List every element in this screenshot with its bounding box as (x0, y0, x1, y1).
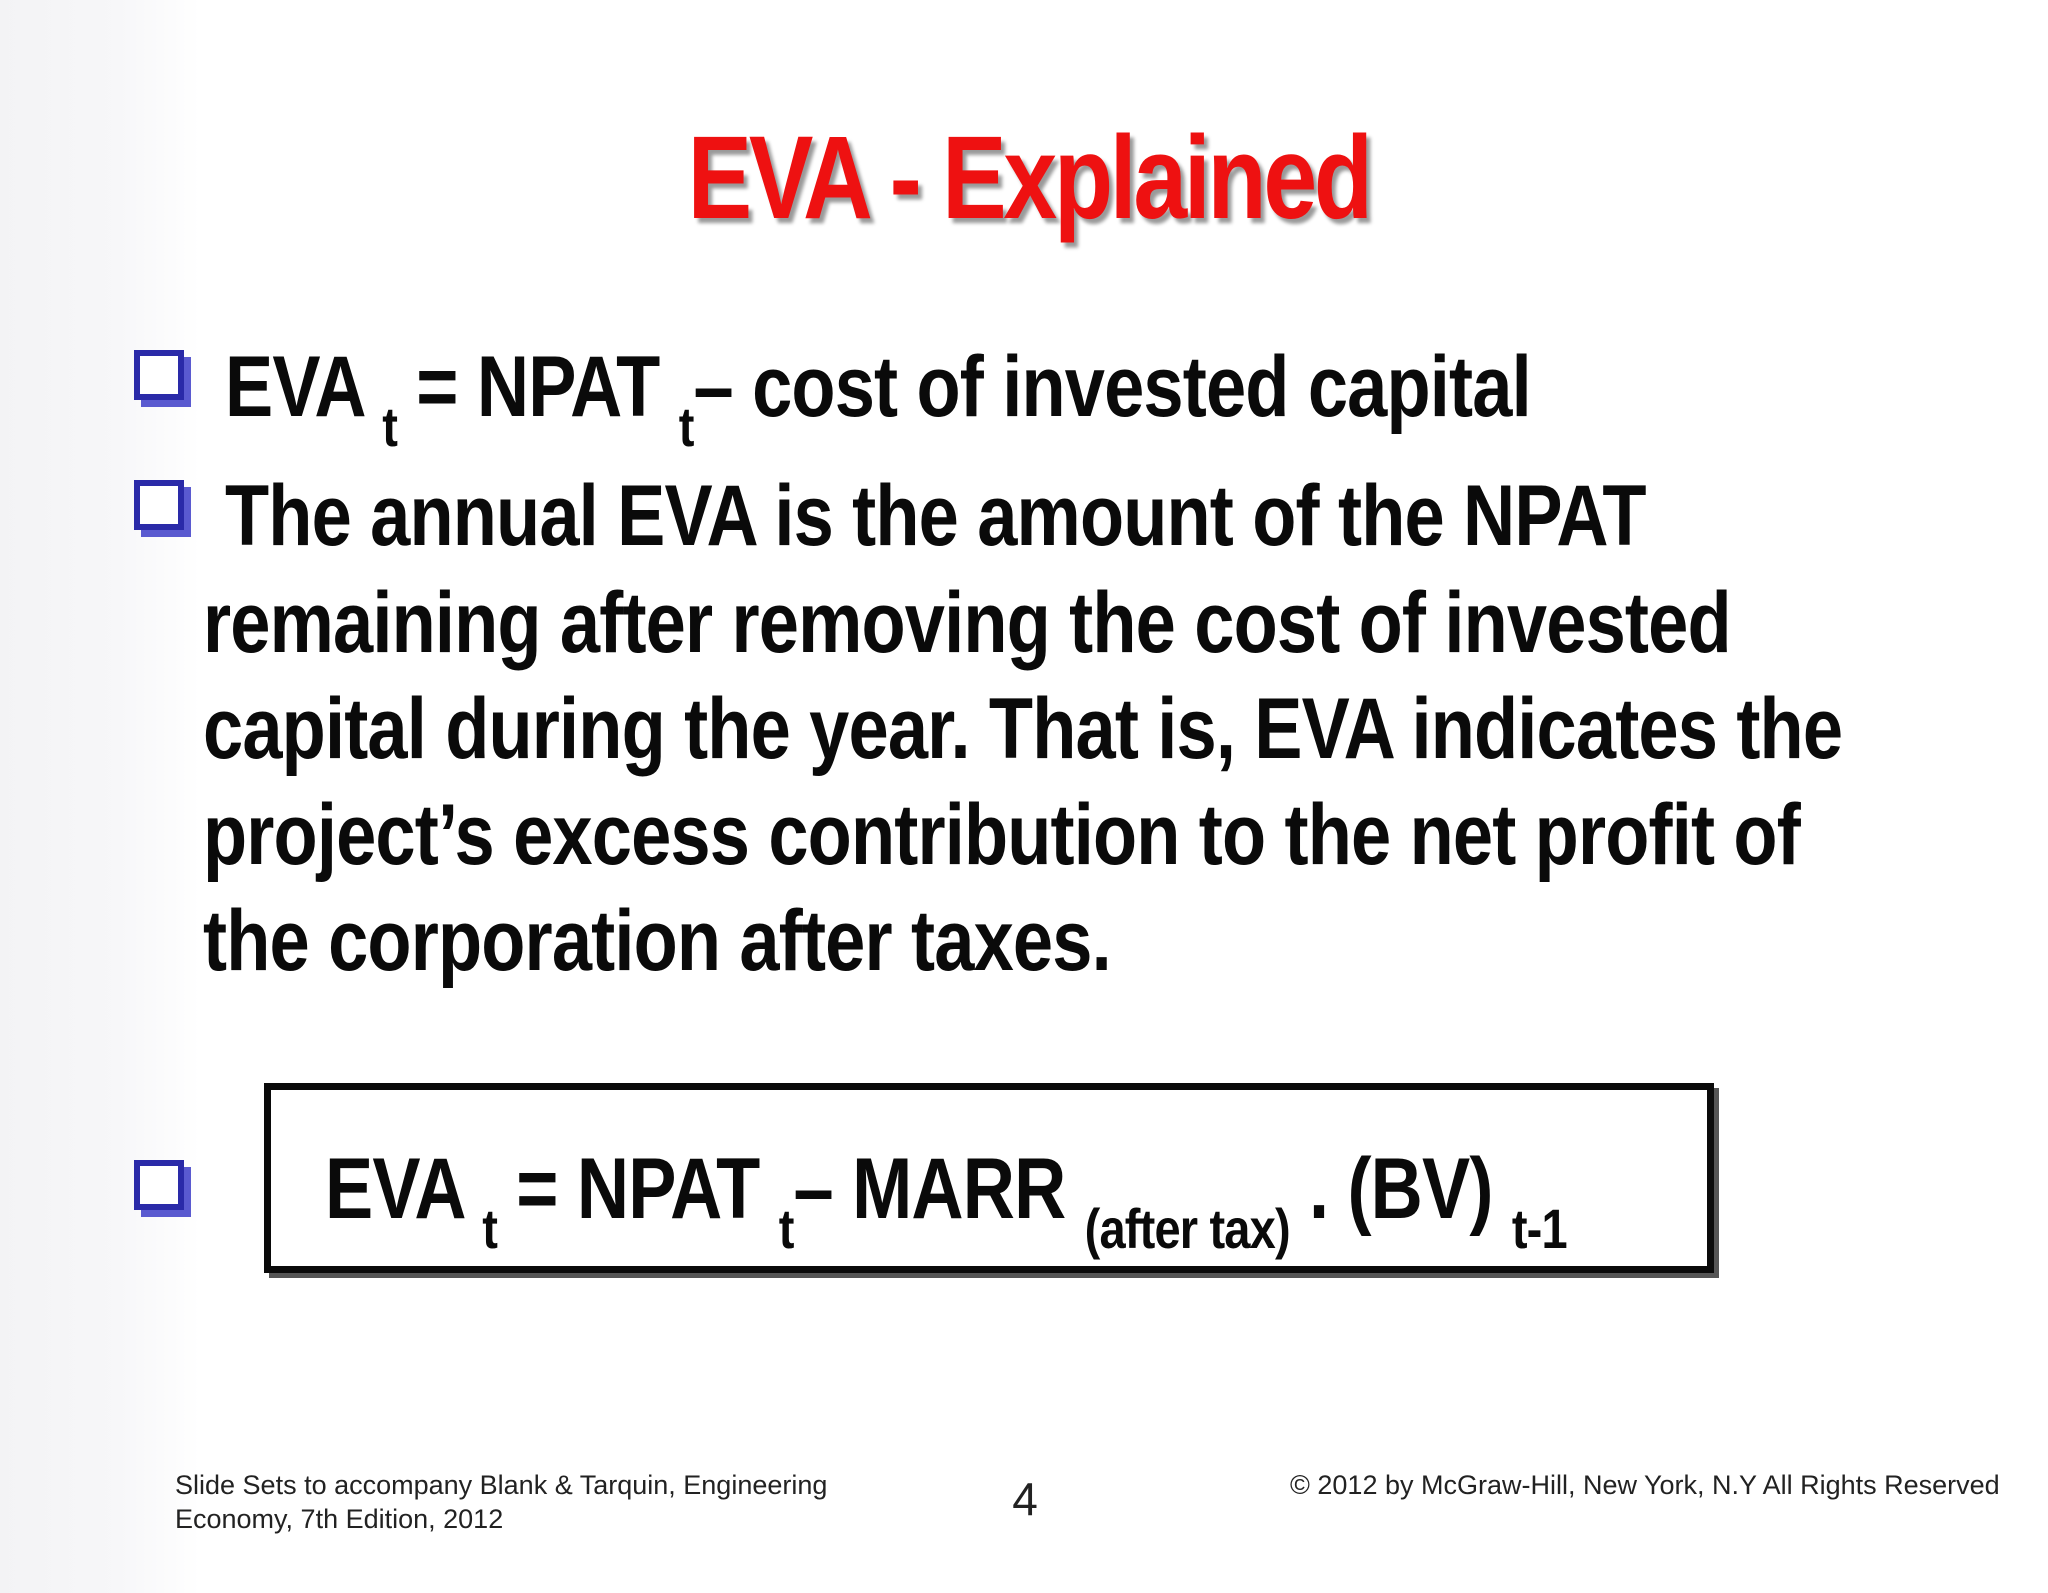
formula-part-4: . (BV) (1309, 1141, 1493, 1237)
formula-subscript-4: t-1 (1511, 1197, 1567, 1260)
bullet-2-line-3: capital during the year. That is, EVA indicates the (203, 681, 1843, 777)
bullet-1-subscript-1: t (382, 395, 398, 458)
bullet-2-line-1: The annual EVA is the amount of the NPAT (225, 468, 1646, 564)
formula-subscript-3: (after tax) (1084, 1197, 1290, 1260)
left-shade (0, 0, 200, 1593)
bullet-2-line-5: the corporation after taxes. (203, 893, 1111, 989)
bullet-1-text (225, 338, 1531, 458)
formula-subscript-2: t (778, 1197, 794, 1260)
checkbox-bullet-icon (134, 350, 184, 400)
formula-part-3: – MARR (793, 1141, 1066, 1237)
formula-part-2: = NPAT (516, 1141, 760, 1237)
eva-formula (325, 1140, 1567, 1260)
bullet-2-line-4: project’s excess contribution to the net profit of (203, 787, 1800, 883)
bullet-1-subscript-2: t (678, 395, 694, 458)
checkbox-bullet-icon (134, 1160, 184, 1210)
formula-subscript-1: t (482, 1197, 498, 1260)
footer-left-line-2: Economy, 7th Edition, 2012 (175, 1504, 504, 1534)
bullet-1-part-1: EVA (225, 339, 363, 435)
formula-part-1: EVA (325, 1141, 463, 1237)
footer-left-line-1: Slide Sets to accompany Blank & Tarquin, Engineering (175, 1470, 828, 1500)
bullet-1-part-2: = NPAT (416, 339, 660, 435)
bullet-1-part-3: – cost of invested capital (693, 339, 1531, 435)
slide-title: EVA - Explained (687, 112, 1370, 244)
footer-copyright: © 2012 by McGraw-Hill, New York, N.Y All Rights Reserved (1290, 1470, 2000, 1500)
bullet-2-line-2: remaining after removing the cost of invested (203, 575, 1731, 671)
checkbox-bullet-icon (134, 480, 184, 530)
page-number: 4 (1012, 1473, 1038, 1525)
footer-left (175, 1468, 827, 1536)
